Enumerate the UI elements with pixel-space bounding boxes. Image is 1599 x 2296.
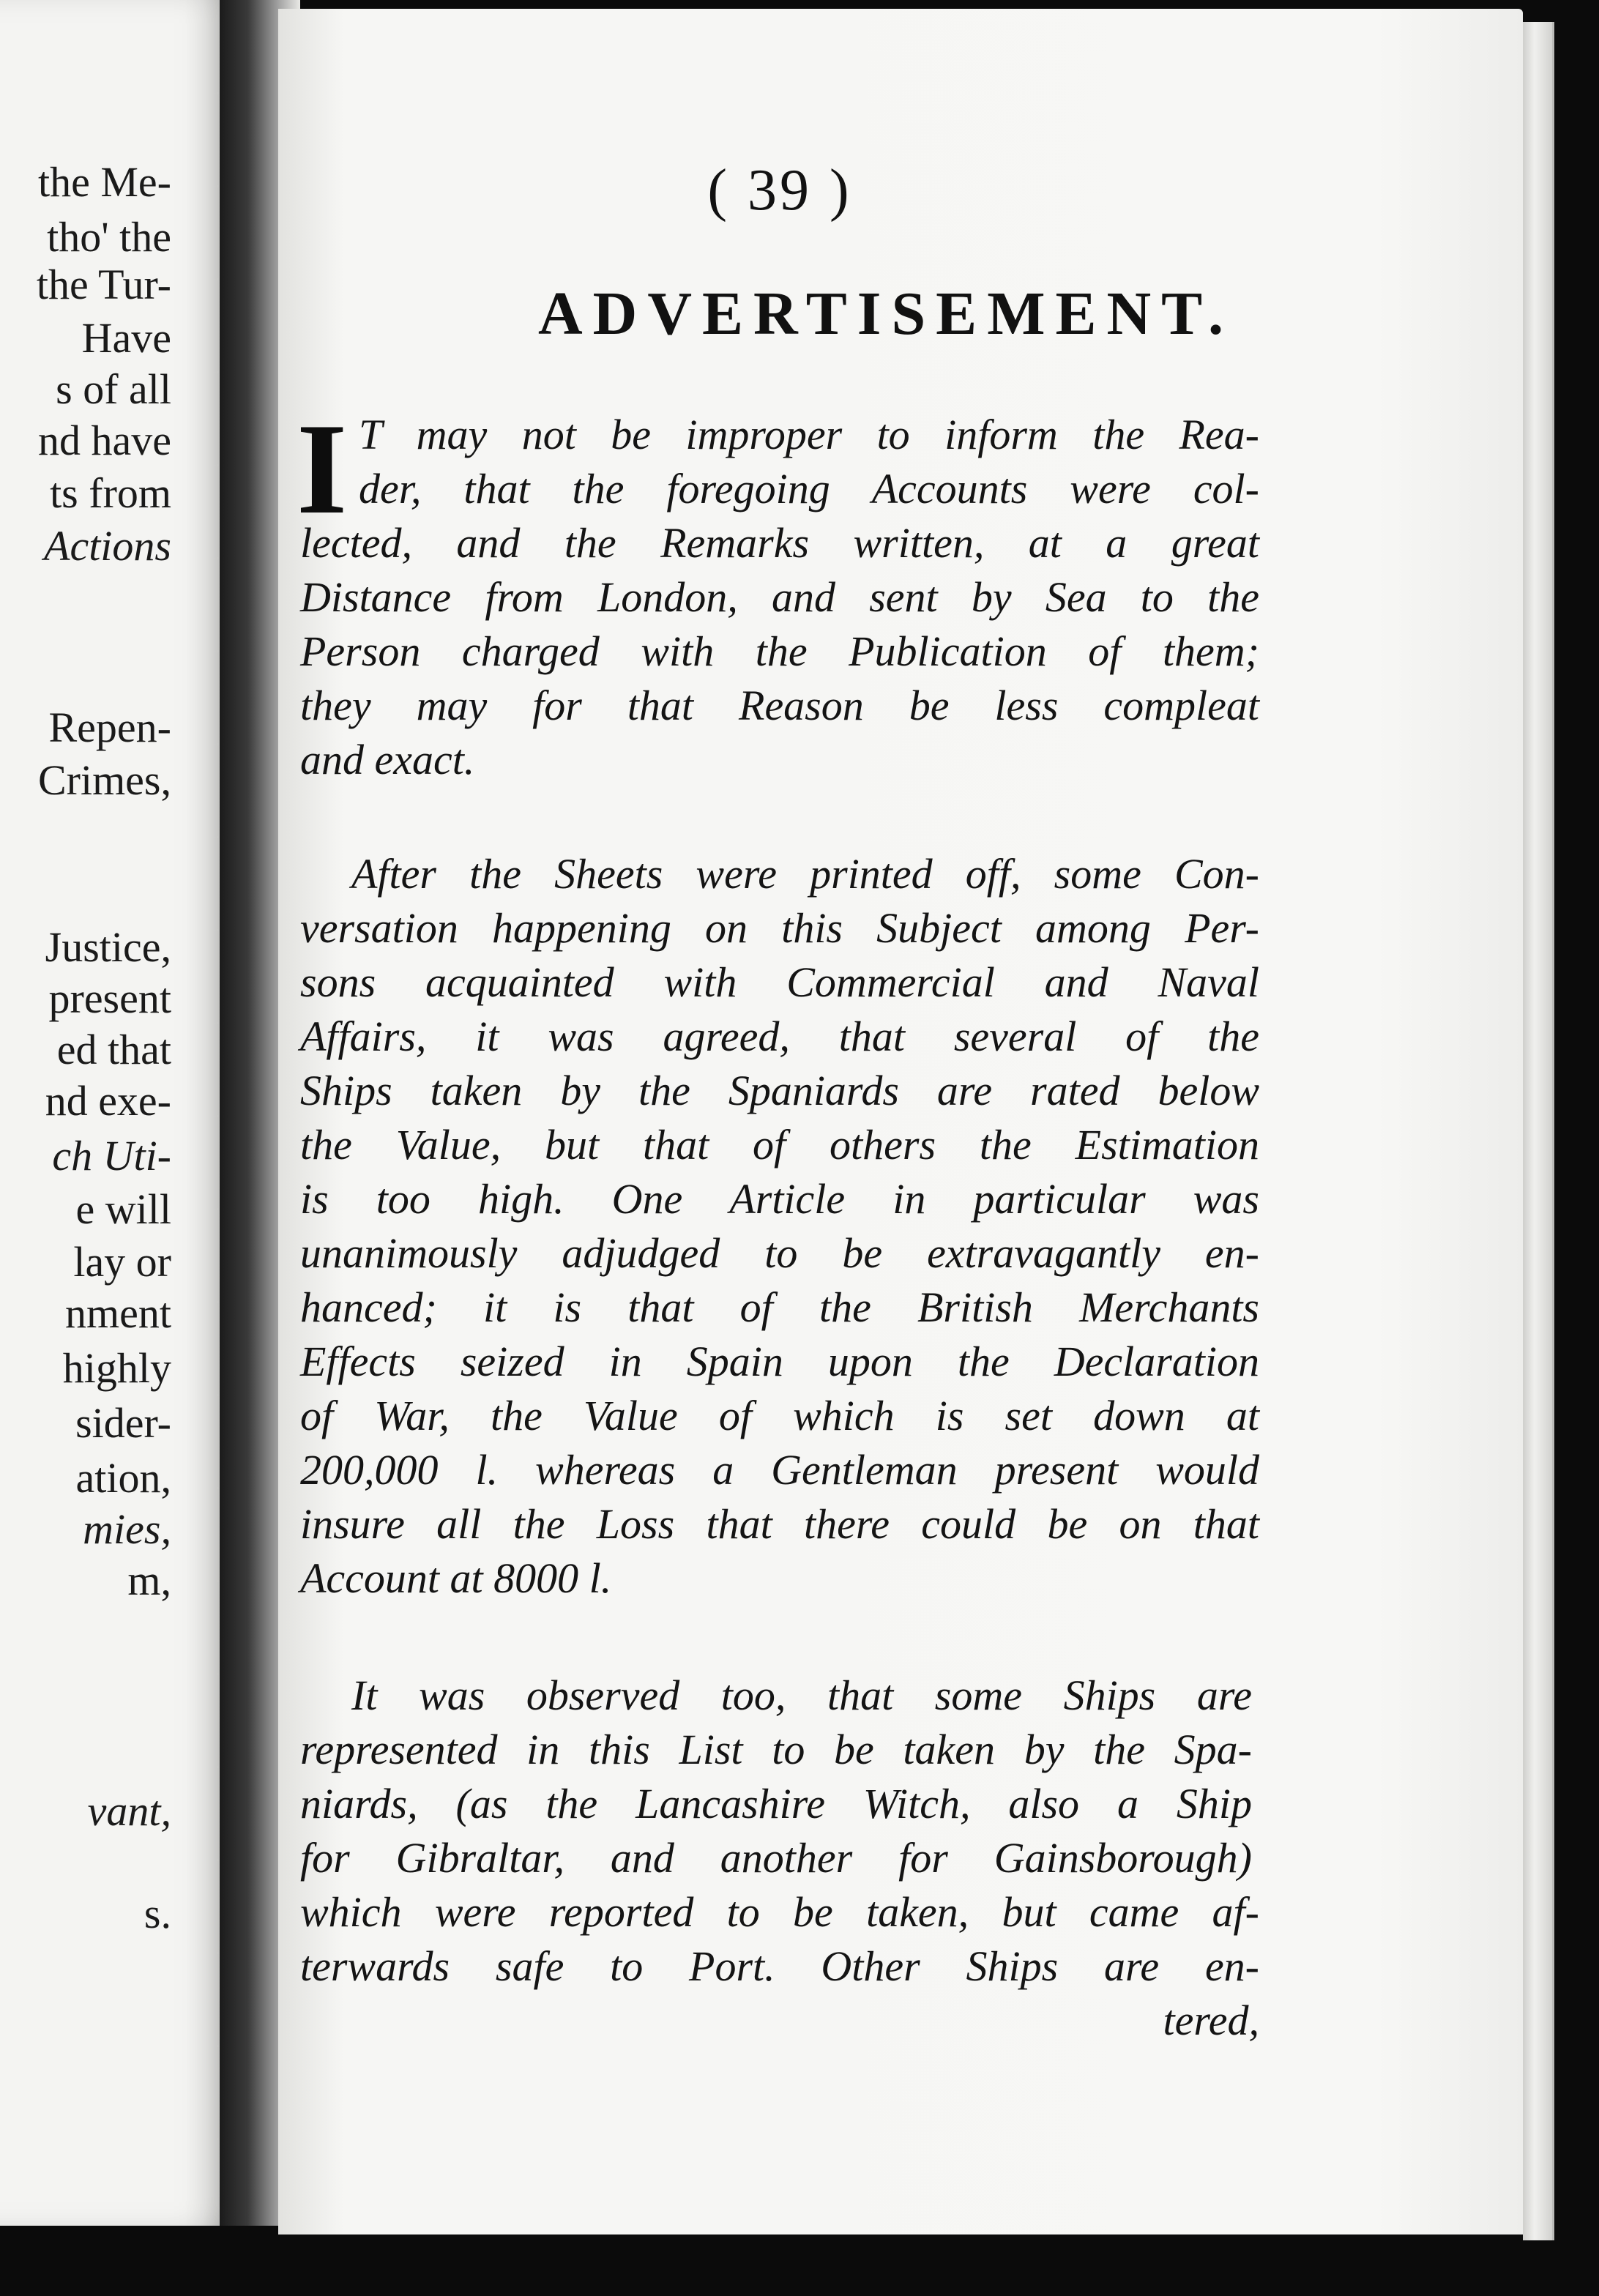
left-page-line: s. — [144, 1890, 171, 1937]
catchword: tered, — [1163, 1997, 1259, 2044]
text-line: Distance from London, and sent by Sea to the — [300, 573, 1259, 621]
text-line: they may for that Reason be less compleat — [300, 682, 1259, 729]
text-line: Affairs, it was agreed, that several of the — [300, 1013, 1259, 1060]
text-line: represented in this List to be taken by the Spa- — [300, 1726, 1252, 1773]
left-page-line: the Me- — [38, 158, 171, 206]
text-line: Ships taken by the Spaniards are rated below — [300, 1067, 1259, 1114]
text-line: It was observed too, that some Ships are — [351, 1671, 1252, 1719]
left-page-line: ts from — [50, 469, 171, 517]
text-line: Effects seized in Spain upon the Declaration — [300, 1338, 1259, 1385]
left-page-line: Actions — [44, 522, 171, 570]
left-page-line: ch Uti- — [52, 1132, 171, 1179]
left-page-line: highly — [62, 1344, 171, 1392]
text-line: After the Sheets were printed off, some Con- — [351, 850, 1259, 898]
left-page-line: tho' the — [47, 213, 171, 261]
text-line: 200,000 l. whereas a Gentleman present would — [300, 1446, 1259, 1494]
text-line: hanced; it is that of the British Merchants — [300, 1283, 1259, 1331]
text-line: the Value, but that of others the Estimation — [300, 1121, 1259, 1168]
left-page-line: nd exe- — [45, 1077, 171, 1125]
left-page-line: ed that — [56, 1026, 171, 1073]
left-page-line: nd have — [38, 417, 171, 464]
left-page-line: Justice, — [45, 923, 171, 971]
text-line: for Gibraltar, and another for Gainsborough) — [300, 1834, 1252, 1882]
page-number: ( 39 ) — [707, 158, 852, 223]
text-line: terwards safe to Port. Other Ships are en- — [300, 1942, 1259, 1990]
text-line: niards, (as the Lancashire Witch, also a Ship — [300, 1780, 1252, 1827]
text-line: unanimously adjudged to be extravagantly en- — [300, 1229, 1259, 1277]
text-line: and exact. — [300, 736, 475, 783]
left-page-line: Have — [81, 314, 171, 362]
text-line: der, that the foregoing Accounts were col- — [359, 465, 1259, 512]
text-line: is too high. One Article in particular was — [300, 1175, 1259, 1223]
text-line: Account at 8000 l. — [300, 1554, 612, 1602]
left-page-line: present — [48, 974, 171, 1022]
left-page-line: mies, — [83, 1505, 171, 1553]
left-facing-page — [0, 0, 242, 2226]
left-page-line: e will — [75, 1185, 171, 1233]
text-line: insure all the Loss that there could be on that — [300, 1500, 1259, 1548]
left-page-line: the Tur- — [36, 261, 171, 308]
left-page-line: Crimes, — [37, 756, 171, 804]
text-line: versation happening on this Subject among Per- — [300, 904, 1259, 952]
text-line: of War, the Value of which is set down at — [300, 1392, 1259, 1439]
left-page-line: sider- — [75, 1399, 171, 1447]
drop-cap: I — [297, 396, 348, 541]
text-line: lected, and the Remarks written, at a great — [300, 519, 1259, 567]
page-edge — [1523, 22, 1554, 2240]
left-page-line: ation, — [75, 1454, 171, 1502]
left-page-line: s of all — [56, 365, 171, 413]
left-page-line: m, — [127, 1557, 171, 1604]
text-line: Person charged with the Publication of them; — [300, 627, 1259, 675]
text-line: sons acquainted with Commercial and Naval — [300, 958, 1259, 1006]
text-line: T may not be improper to inform the Rea- — [359, 411, 1259, 458]
left-page-line: nment — [65, 1289, 171, 1337]
left-page-line: lay or — [73, 1238, 171, 1286]
page-heading: ADVERTISEMENT. — [538, 280, 1234, 348]
text-line: which were reported to be taken, but came af- — [300, 1888, 1259, 1936]
left-page-line: Repen- — [48, 704, 171, 751]
left-page-line: vant, — [87, 1787, 171, 1835]
